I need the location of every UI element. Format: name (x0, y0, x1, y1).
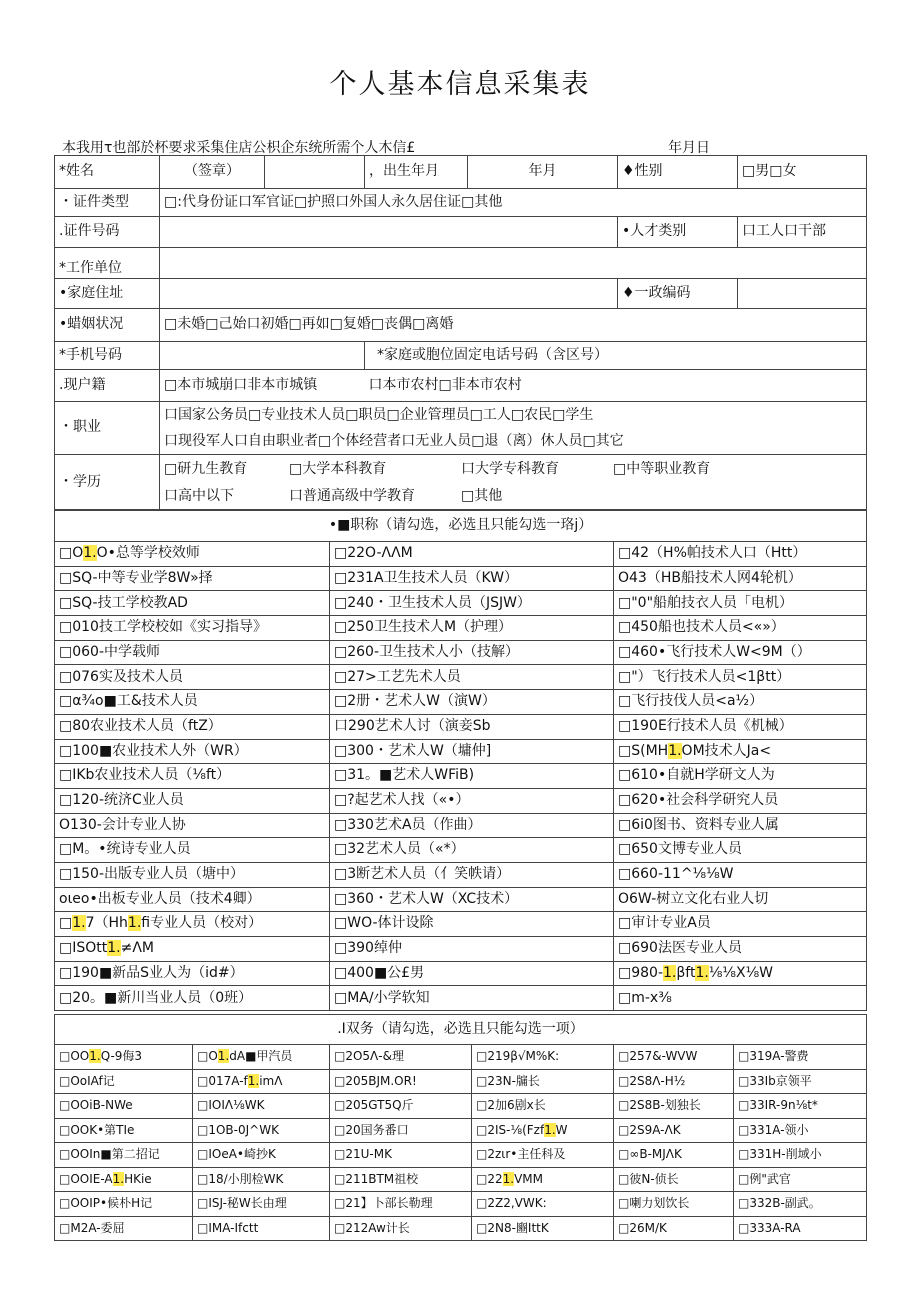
duties-option[interactable]: □2zιr•主任科及 (472, 1143, 614, 1168)
education-options[interactable] (160, 455, 867, 511)
duties-option[interactable]: □331A-领小 (734, 1118, 867, 1143)
titles-option[interactable]: □190E行技术人员《机械） (614, 714, 867, 739)
duties-option[interactable]: □IOIΛ⅛WK (193, 1094, 330, 1119)
duties-option[interactable]: □205GT5Q斤 (330, 1094, 472, 1119)
hukou-label: .现户籍 (55, 370, 160, 402)
hukou-options-urban[interactable]: □本市城崩口非本市城镇 (160, 370, 365, 402)
education-label: ・学历 (55, 455, 160, 511)
duties-option[interactable]: □33IR-9n⅛t* (734, 1094, 867, 1119)
titles-option[interactable]: □?起艺术人找（«•） (330, 788, 614, 813)
duties-option[interactable]: □205BJM.OR! (330, 1069, 472, 1094)
gender-label: ♦性别 (618, 156, 738, 189)
titles-option[interactable]: □450船也技术人员<«»） (614, 616, 867, 641)
duties-option[interactable]: □26M/K (614, 1216, 734, 1241)
edu-option[interactable]: □大学本科教育 (289, 460, 387, 477)
duties-option[interactable]: □2IS-⅛(Fzf1.W (472, 1118, 614, 1143)
duties-row (55, 1143, 867, 1168)
address-field[interactable] (160, 279, 618, 309)
titles-option[interactable]: □620•社会科学研究人员 (614, 788, 867, 813)
titles-option[interactable]: □32艺术人员（«*） (330, 838, 614, 863)
duties-option[interactable]: □∞B-MJΛK (614, 1143, 734, 1168)
titles-option[interactable]: □SQ-技工学校教AD (55, 591, 330, 616)
duties-option[interactable]: □OOK•第TIe (55, 1118, 193, 1143)
duties-option[interactable]: □ISJ-秘W长由理 (193, 1192, 330, 1217)
duties-option[interactable]: □2Z2,VWK: (472, 1192, 614, 1217)
titles-row (55, 764, 867, 789)
titles-option[interactable]: □460•飞行技术人W<9M（） (614, 640, 867, 665)
duties-row (55, 1167, 867, 1192)
titles-option[interactable]: □120-统济C业人员 (55, 788, 330, 813)
birth-field[interactable]: 年月 (468, 156, 618, 189)
name-label: *姓名 (55, 156, 160, 189)
titles-option[interactable]: □690法医专业人员 (614, 937, 867, 962)
duties-option[interactable]: □2S9A-ΛK (614, 1118, 734, 1143)
occupation-label: ・职业 (55, 402, 160, 455)
titles-option[interactable]: □WO-体计设除 (330, 912, 614, 937)
duties-option[interactable]: □221.VMM (472, 1167, 614, 1192)
titles-option[interactable]: □IKb农业技术人员（⅛ft） (55, 764, 330, 789)
highlight-mark: 1. (695, 964, 709, 981)
titles-row (55, 862, 867, 887)
duties-option[interactable]: □OOIE-A1.HKie (55, 1167, 193, 1192)
titles-row (55, 887, 867, 912)
titles-row (55, 690, 867, 715)
titles-table (54, 509, 867, 1011)
duties-option[interactable]: □331H-削域小 (734, 1143, 867, 1168)
titles-option[interactable]: O43（HB船技术人网4轮机） (614, 566, 867, 591)
duties-option[interactable]: □33Ib京领平 (734, 1069, 867, 1094)
edu-option[interactable]: □其他 (461, 487, 503, 504)
duties-option[interactable]: □例"武官 (734, 1167, 867, 1192)
titles-option[interactable]: □300・艺术人W（墉仲] (330, 739, 614, 764)
titles-option[interactable]: □260-卫生技术人小（技解） (330, 640, 614, 665)
titles-option[interactable]: □650文博专业人员 (614, 838, 867, 863)
titles-option[interactable]: □076实及技术人员 (55, 665, 330, 690)
duties-row (55, 1118, 867, 1143)
id-type-label: ・证件类型 (55, 189, 160, 217)
highlight-mark: 1. (89, 1049, 101, 1064)
titles-option[interactable]: □390绰仲 (330, 937, 614, 962)
titles-option[interactable]: □ISOtt1.≠ΛM (55, 937, 330, 962)
titles-option[interactable]: □010技工学校校如《实习指导》 (55, 616, 330, 641)
titles-option[interactable]: oιeo•出板专业人员（技术4卿） (55, 887, 330, 912)
titles-option[interactable]: □660-11^⅛⅛W (614, 862, 867, 887)
duties-option[interactable]: □2S8Λ-H½ (614, 1069, 734, 1094)
highlight-mark: 1. (502, 1171, 515, 1186)
edu-option[interactable]: 口高中以下 (164, 487, 234, 504)
titles-option[interactable]: □231A卫生技术人员（KW） (330, 566, 614, 591)
titles-row (55, 961, 867, 986)
titles-option[interactable]: □3断艺术人员（亻笑帙请） (330, 862, 614, 887)
edu-option[interactable]: □研九生教育 (164, 460, 248, 477)
highlight-mark: 1. (544, 1122, 556, 1137)
titles-option[interactable]: □150-出版专业人员（塘中） (55, 862, 330, 887)
titles-row (55, 739, 867, 764)
titles-option[interactable]: □190■新品S业人为（id#） (55, 961, 330, 986)
duties-option[interactable]: □333A-RA (734, 1216, 867, 1241)
id-number-field[interactable] (160, 217, 618, 248)
titles-row (55, 714, 867, 739)
duties-option[interactable]: □OoIAf记 (55, 1069, 193, 1094)
titles-row (55, 937, 867, 962)
duties-option[interactable]: □2O5Λ-&理 (330, 1045, 472, 1070)
marital-options[interactable]: □未婚□己始口初婚□再如□复婚□丧偶□离婚 (160, 309, 867, 342)
name-field[interactable] (265, 156, 365, 189)
duties-option[interactable]: □212Aw计长 (330, 1216, 472, 1241)
titles-row (55, 665, 867, 690)
titles-row (55, 838, 867, 863)
titles-option[interactable]: □"0"船舶技衣人员「电机） (614, 591, 867, 616)
highlight-mark: 1. (668, 742, 682, 759)
titles-option[interactable]: □M。•统诗专业人员 (55, 838, 330, 863)
titles-option[interactable]: □飞行技伐人员<a½） (614, 690, 867, 715)
titles-option[interactable]: □980-1.βft1.⅛⅛X⅛W (614, 961, 867, 986)
titles-row (55, 542, 867, 567)
titles-option[interactable]: □SQ-中等专业学8W»择 (55, 566, 330, 591)
duties-option[interactable]: □21】卜部长勒理 (330, 1192, 472, 1217)
gender-options[interactable]: □男□女 (738, 156, 867, 189)
titles-option[interactable]: □100■农业技术人外（WR） (55, 739, 330, 764)
highlight-mark: 1. (112, 1171, 125, 1186)
occupation-line-1[interactable]: 口国家公务员□专业技术人员□职员□企业管理员□工人□农民□学生 (164, 407, 594, 423)
duties-row (55, 1069, 867, 1094)
duties-row (55, 1216, 867, 1241)
titles-row (55, 616, 867, 641)
titles-option[interactable]: □610•自就H学研文人为 (614, 764, 867, 789)
edu-option[interactable]: 口大学专科教育 (461, 460, 559, 477)
talent-label: •人才类别 (618, 217, 738, 248)
duties-option[interactable]: □OOiB-NWe (55, 1094, 193, 1119)
titles-option[interactable]: □"）飞行技术人员<1βtt） (614, 665, 867, 690)
titles-row (55, 640, 867, 665)
occupation-options[interactable] (160, 402, 867, 455)
titles-option[interactable]: □1.7（Hh1.fi专业人员（校对） (55, 912, 330, 937)
titles-section-header: •■职称（请勾选，必选且只能勾选一珞j） (55, 510, 867, 542)
duties-option[interactable]: □257&-WVW (614, 1045, 734, 1070)
id-number-label: .证件号码 (55, 217, 160, 248)
titles-row (55, 986, 867, 1011)
titles-option[interactable]: □27>工艺先术人员 (330, 665, 614, 690)
titles-option[interactable]: □22O-ΛΛM (330, 542, 614, 567)
titles-option[interactable]: □80农业技术人员（ftZ） (55, 714, 330, 739)
titles-option[interactable]: O6W-树立文化右业人切 (614, 887, 867, 912)
id-type-options[interactable]: □:代身份证口军官证□护照口外国人永久居住证□其他 (160, 189, 867, 217)
duties-option[interactable]: □211BTM祖校 (330, 1167, 472, 1192)
titles-option[interactable]: □360・艺术人W（XC技术） (330, 887, 614, 912)
duties-option[interactable]: □O1.dA■甲汽员 (193, 1045, 330, 1070)
birth-label: ，出生年月 (365, 156, 468, 189)
titles-row (55, 566, 867, 591)
highlight-mark: 1. (217, 1049, 230, 1064)
duties-option[interactable]: □喇力划饮长 (614, 1192, 734, 1217)
date-label: 年月日 (668, 140, 710, 156)
duties-option[interactable]: □017A-f1.imΛ (193, 1069, 330, 1094)
address-label: •家庭住址 (55, 279, 160, 309)
duties-option[interactable]: □2加6剧x长 (472, 1094, 614, 1119)
marital-label: •蜡姻状况 (55, 309, 160, 342)
duties-table (54, 1014, 867, 1241)
duties-option[interactable]: □1OB-0J^WK (193, 1118, 330, 1143)
duties-option[interactable]: □IMA-Ifctt (193, 1216, 330, 1241)
titles-option[interactable]: □400■公£男 (330, 961, 614, 986)
titles-option[interactable]: □α¾o■工&技术人员 (55, 690, 330, 715)
duties-row (55, 1045, 867, 1070)
titles-option[interactable]: □060-中学载师 (55, 640, 330, 665)
highlight-mark: 1. (127, 915, 142, 932)
titles-option[interactable]: O130-会计专业人协 (55, 813, 330, 838)
titles-option[interactable]: □20。■新川当业人员（0班） (55, 986, 330, 1011)
titles-option[interactable]: □6i0图书、资料专业人属 (614, 813, 867, 838)
highlight-mark: 1. (72, 915, 86, 932)
employer-label: *工作单位 (55, 248, 160, 279)
highlight-mark: 1. (107, 940, 121, 957)
phone-label: *家庭或胞位固定电话号码（含区号） (365, 342, 867, 370)
titles-row (55, 912, 867, 937)
intro-text: 本我用τ也部於杯要求采集住店公枳企东统所需个人木信£ (62, 140, 416, 156)
duties-option[interactable]: □彼N-侦长 (614, 1167, 734, 1192)
titles-option[interactable]: 口290艺术人讨（演妾Sb (330, 714, 614, 739)
duties-option[interactable]: □IOeA•崎抄K (193, 1143, 330, 1168)
duties-option[interactable]: □OO1.Q-9侮3 (55, 1045, 193, 1070)
duties-row (55, 1192, 867, 1217)
highlight-mark: 1. (83, 545, 97, 562)
duties-section-header: .I双务（请勾选，必选且只能勾选一项） (55, 1015, 867, 1045)
highlight-mark: 1. (663, 964, 677, 981)
titles-option[interactable]: □2册・艺术人W（演W） (330, 690, 614, 715)
mobile-label: *手机号码 (55, 342, 160, 370)
titles-option[interactable]: □m-x⅜ (614, 986, 867, 1011)
duties-option[interactable]: □OOIP•候朴H记 (55, 1192, 193, 1217)
duties-option[interactable]: □M2A-委屈 (55, 1216, 193, 1241)
titles-option[interactable]: □审计专业A员 (614, 912, 867, 937)
talent-options[interactable]: 口工人口干部 (738, 217, 867, 248)
employer-field[interactable] (160, 248, 867, 279)
personal-info-table (54, 155, 867, 511)
titles-option[interactable]: □MA∕小学软知 (330, 986, 614, 1011)
occupation-line-2[interactable]: 口现役军人口自由职业者□个体经营者口无业人员□退（离）休人员□其它 (164, 433, 624, 449)
duties-option[interactable]: □2N8-豳IttK (472, 1216, 614, 1241)
duties-row (55, 1094, 867, 1119)
mobile-field[interactable] (160, 342, 365, 370)
titles-option[interactable]: □S(MH1.OM技术人Ja< (614, 739, 867, 764)
titles-option[interactable]: □250卫生技术人M（护理） (330, 616, 614, 641)
edu-option[interactable]: 口普通高级中学教育 (289, 487, 415, 504)
hukou-options-rural[interactable]: 口本市农村□非本市农村 (365, 370, 867, 402)
highlight-mark: 1. (247, 1073, 260, 1088)
titles-row (55, 591, 867, 616)
titles-option[interactable]: □31。■艺术人WFiB) (330, 764, 614, 789)
postcode-label: ♦一政编码 (618, 279, 738, 309)
duties-option[interactable]: □18∕小刖检WK (193, 1167, 330, 1192)
duties-option[interactable]: □219β√M%K: (472, 1045, 614, 1070)
titles-option[interactable]: □42（H%帕技术人口（Htt） (614, 542, 867, 567)
sign-label: （签章） (160, 156, 265, 189)
page-title: 个人基本信息采集表 (329, 69, 591, 100)
duties-option[interactable]: □20国务番口 (330, 1118, 472, 1143)
duties-option[interactable]: □319A-警费 (734, 1045, 867, 1070)
duties-option[interactable]: □2S8B-划独长 (614, 1094, 734, 1119)
postcode-field[interactable] (738, 279, 867, 309)
titles-row (55, 788, 867, 813)
titles-option[interactable]: □O1.O•总等学校效师 (55, 542, 330, 567)
duties-option[interactable]: □21U-MK (330, 1143, 472, 1168)
duties-option[interactable]: □23N-牖长 (472, 1069, 614, 1094)
duties-option[interactable]: □OOIn■第二招记 (55, 1143, 193, 1168)
edu-option[interactable]: □中等职业教育 (613, 460, 711, 477)
titles-option[interactable]: □330艺术A员（作曲） (330, 813, 614, 838)
duties-option[interactable]: □332B-副武。 (734, 1192, 867, 1217)
titles-option[interactable]: □240・卫生技术人员（JSJW） (330, 591, 614, 616)
titles-row (55, 813, 867, 838)
